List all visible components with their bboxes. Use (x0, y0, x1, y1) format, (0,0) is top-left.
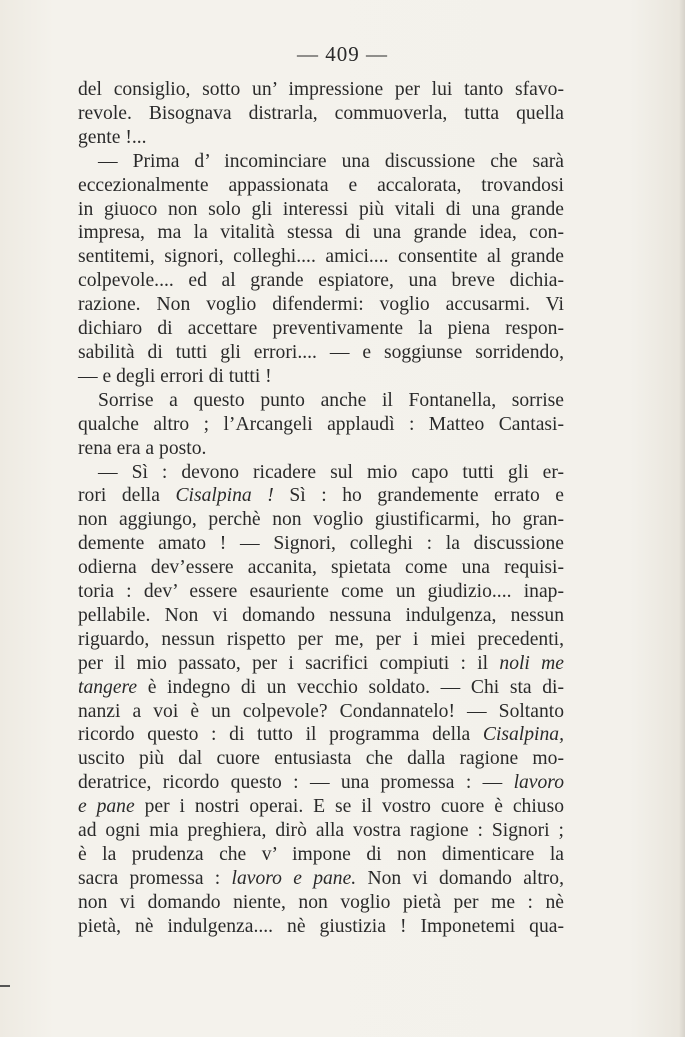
text-line-11: dichiaro di accettare preventivamente la piena respon- (78, 318, 564, 340)
text-segment: rori della (78, 485, 160, 507)
italic-phrase: lavoro e pane. (231, 867, 357, 889)
text-segment: sacra promessa : (78, 867, 221, 889)
page-number: — 409 — (297, 42, 388, 66)
text-line-21: odierna dev’essere accanita, spietata come una requisi- (78, 557, 564, 579)
text-segment: Sì : ho grandemente errato e (289, 485, 564, 507)
text-line-35: non vi domando niente, non voglio pietà per me : nè (78, 891, 564, 913)
text-line-22: toria : dev’ essere esauriente come un giudizio.... inap- (78, 581, 564, 603)
text-line-19: non aggiungo, perchè non voglio giustificarmi, ho gran- (78, 509, 564, 531)
text-segment: deratrice, ricordo questo : — una promessa : — (78, 772, 503, 794)
text-line-25 (78, 652, 564, 676)
text-line-29: uscito più dal cuore entusiasta che dalla ragione mo- (78, 748, 564, 770)
text-line-24: riguardo, nessun rispetto per me, per i miei precedenti, (78, 628, 564, 650)
text-line-20: demente amato ! — Signori, colleghi : la discussione (78, 533, 564, 555)
text-line-3: gente !... (78, 126, 147, 148)
text-line-15: qualche altro ; l’Arcangeli applaudì : Matteo Cantasi- (78, 413, 564, 435)
text-line-10: razione. Non voglio difendermi: voglio accusarmi. Vi (78, 294, 564, 316)
italic-title: Cisalpina, (482, 724, 564, 746)
text-line-7: impresa, ma la vitalità stessa di una grande idea, con- (78, 222, 564, 244)
italic-phrase: e pane (78, 796, 135, 818)
italic-phrase: lavoro (513, 772, 564, 794)
text-line-8: sentitemi, signori, colleghi.... amici.... consentite al grande (78, 246, 564, 268)
italic-phrase: noli me (499, 652, 565, 674)
text-line-30 (78, 771, 564, 795)
text-line-26 (78, 676, 564, 700)
text-line-16: rena era a posto. (78, 437, 207, 459)
text-segment: è indegno di un vecchio soldato. — Chi sta di- (147, 676, 564, 698)
text-segment: ricordo questo : di tutto il programma della (78, 724, 471, 746)
text-line-27: nanzi a voi è un colpevole? Condannatelo! — Soltanto (78, 700, 564, 722)
page-edge-shadow (679, 0, 685, 1037)
text-line-34 (78, 867, 564, 891)
text-line-17: — Sì : devono ricadere sul mio capo tutti gli er- (98, 461, 564, 483)
text-line-1: del consiglio, sotto un’ impressione per lui tanto sfavo- (78, 79, 564, 100)
text-line-9: colpevole.... ed al grande espiatore, una breve dichia- (78, 270, 564, 292)
margin-mark (0, 985, 10, 987)
italic-title: Cisalpina ! (175, 485, 274, 507)
text-line-4: — Prima d’ incominciare una discussione che sarà (98, 150, 564, 172)
text-line-18 (78, 484, 564, 508)
text-line-33: è la prudenza che v’ impone di non dimenticare la (78, 844, 564, 865)
text-line-32: ad ogni mia preghiera, dirò alla vostra ragione : Signori ; (78, 820, 564, 842)
text-line-5: eccezionalmente appassionata e accalorata, trovandosi (78, 174, 564, 196)
italic-phrase: tangere (78, 676, 138, 698)
text-line-14: Sorrise a questo punto anche il Fontanella, sorrise (98, 389, 564, 411)
text-line-36: pietà, nè indulgenza.... nè giustizia ! Imponetemi qua- (78, 915, 564, 937)
text-line-2: revole. Bisognava distrarla, commuoverla, tutta quella (78, 102, 564, 124)
text-line-13: — e degli errori di tutti ! (78, 365, 272, 387)
text-segment: Non vi domando altro, (367, 867, 564, 889)
text-line-28 (78, 723, 564, 747)
text-line-31 (78, 795, 564, 819)
text-line-6: in giuoco non solo gli interessi più vitali di una grande (78, 198, 564, 220)
text-line-12: sabilità di tutti gli errori.... — e soggiunse sorridendo, (78, 341, 564, 363)
text-segment: per il mio passato, per i sacrifici compiuti : il (78, 652, 489, 674)
text-line-23: pellabile. Non vi domando nessuna indulgenza, nessun (78, 604, 564, 626)
body-text (78, 78, 564, 939)
text-segment: per i nostri operai. E se il vostro cuore è chiuso (144, 796, 565, 818)
